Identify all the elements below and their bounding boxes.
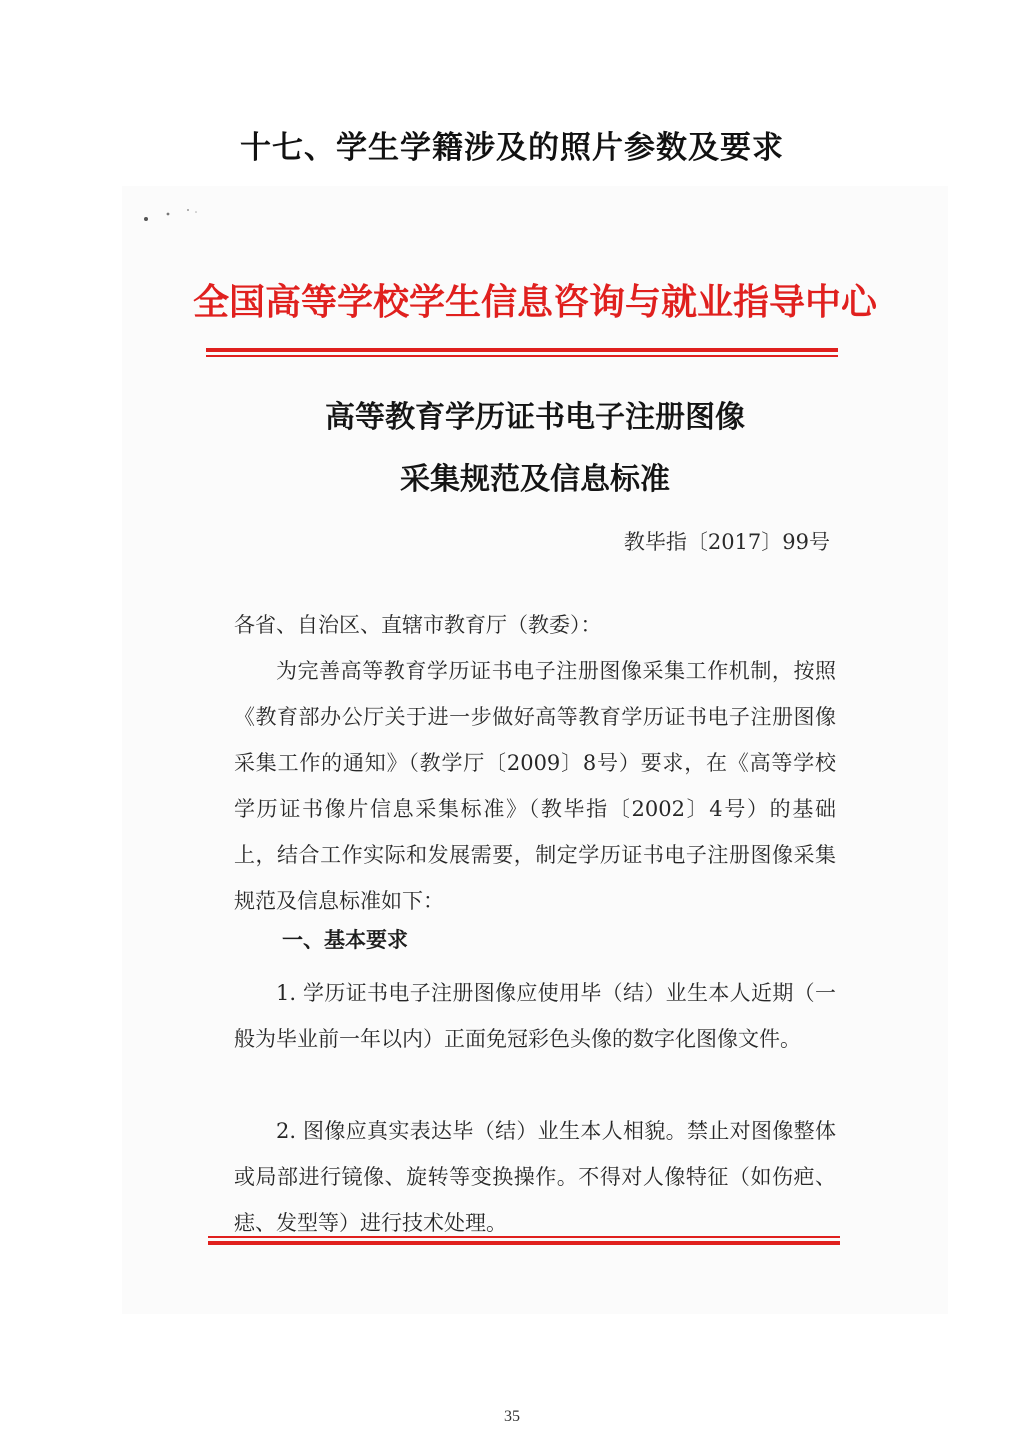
page-heading: 十七、学生学籍涉及的照片参数及要求 xyxy=(240,130,784,166)
salutation: 各省、自治区、直辖市教育厅（教委）： xyxy=(234,613,602,637)
scan-specks xyxy=(140,206,200,226)
section-heading-basic-requirements: 一、基本要求 xyxy=(282,928,408,952)
issuer-name: 全国高等学校学生信息咨询与就业指导中心 xyxy=(192,282,877,323)
requirement-item-2 xyxy=(234,1108,836,1246)
bottom-red-rule xyxy=(208,1236,840,1245)
top-red-rule xyxy=(206,348,838,357)
intro-paragraph xyxy=(234,648,836,924)
document-number: 教毕指〔2017〕99号 xyxy=(623,530,830,554)
document-title-line2: 采集规范及信息标准 xyxy=(400,462,670,497)
intro-text: 为完善高等教育学历证书电子注册图像采集工作机制，按照《教育部办公厅关于进一步做好高等教育学历证书电子注册图像采集工作的通知》（教学厅〔2009〕8号）要求，在《高等学校学历证书像片信息采集标准》（教毕指〔2002〕4号）的基础上，结合工作实际和发展需要，制定学历证书电子注册图像采集规范及信息标准如下： xyxy=(234,659,836,913)
page-number: 35 xyxy=(504,1408,520,1425)
scanned-document xyxy=(122,186,948,1314)
requirement-item-2-text: 2. 图像应真实表达毕（结）业生本人相貌。禁止对图像整体或局部进行镜像、旋转等变换操作。不得对人像特征（如伤疤、痣、发型等）进行技术处理。 xyxy=(234,1119,836,1235)
requirement-item-1 xyxy=(234,970,836,1062)
document-title-line1: 高等教育学历证书电子注册图像 xyxy=(325,400,745,435)
requirement-item-1-text: 1. 学历证书电子注册图像应使用毕（结）业生本人近期（一般为毕业前一年以内）正面免冠彩色头像的数字化图像文件。 xyxy=(234,981,836,1051)
